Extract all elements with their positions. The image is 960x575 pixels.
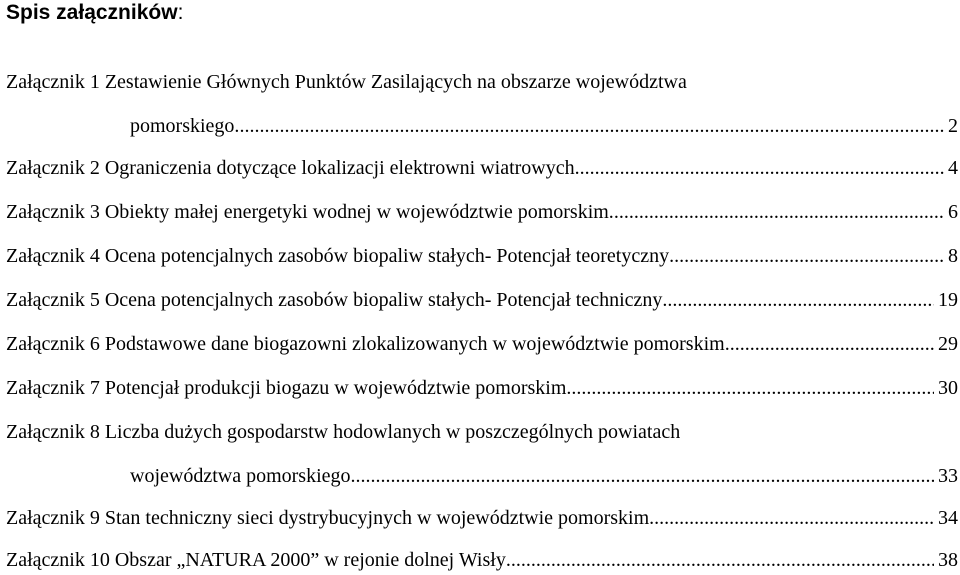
dot-leader [725,332,934,356]
toc-entry-3[interactable] [6,200,958,224]
toc-entry-continuation-line [6,464,958,488]
toc-entry-1[interactable] [6,70,958,138]
dot-leader [669,244,944,268]
toc-entry-title: Załącznik 2 Ograniczenia dotyczące lokalizacji elektrowni wiatrowych. [6,157,580,179]
toc-entry-title: Załącznik 8 Liczba dużych gospodarstw hodowlanych w poszczególnych powiatach [6,421,681,443]
dot-leader [239,114,944,138]
dot-leader [506,548,934,572]
toc-entry-line [6,332,958,356]
toc-entry-page-number: 33 [938,465,958,487]
toc-entry-title: Załącznik 1 Zestawienie Głównych Punktów Zasilających na obszarze województwa [6,71,687,93]
toc-entry-2[interactable] [6,156,958,180]
toc-entry-9[interactable] [6,506,958,530]
toc-entry-page-number: 6 [948,201,958,223]
toc-entry-page-number: 34 [938,507,958,529]
toc-entry-page-number: 2 [948,115,958,137]
toc-entry-title: Załącznik 4 Ocena potencjalnych zasobów biopaliw stałych- Potencjał teoretyczny [6,245,670,267]
toc-entry-line [6,244,958,268]
toc-entry-page-number: 38 [938,549,958,571]
toc-title-text: Spis załączników [6,1,178,24]
toc-entry-6[interactable] [6,332,958,356]
toc-entry-title: Załącznik 9 Stan techniczny sieci dystrybucyjnych w województwie pomorskim [6,507,650,529]
toc-entry-7[interactable] [6,376,958,400]
toc-entry-line [6,376,958,400]
dot-leader [580,156,944,180]
toc-entry-page-number: 29 [938,333,958,355]
toc-entry-title: Załącznik 5 Ocena potencjalnych zasobów biopaliw stałych- Potencjał techniczny [6,289,663,311]
toc-entry-first-line [6,70,958,94]
toc-entry-line [6,288,958,312]
toc-entry-4[interactable] [6,244,958,268]
toc-entry-8[interactable] [6,420,958,488]
toc-entry-page-number: 19 [938,289,958,311]
dot-leader [649,506,934,530]
toc-entry-continuation-line [6,114,958,138]
toc-entry-title: Załącznik 7 Potencjał produkcji biogazu w województwie pomorskim [6,377,567,399]
toc-entry-line [6,200,958,224]
toc-entry-title-continued: pomorskiego. [130,115,240,137]
toc-title-colon: : [177,1,184,24]
toc-entry-line [6,156,958,180]
dot-leader [614,200,944,224]
toc-entry-line [6,506,958,530]
dot-leader [662,288,934,312]
toc-entry-page-number: 8 [948,245,958,267]
toc-entry-first-line [6,420,958,444]
toc-entry-title: Załącznik 6 Podstawowe dane biogazowni zlokalizowanych w województwie pomorskim [6,333,725,355]
toc-entry-page-number: 4 [948,157,958,179]
toc-entry-5[interactable] [6,288,958,312]
dot-leader [566,376,934,400]
dot-leader [356,464,934,488]
toc-entry-page-number: 30 [938,377,958,399]
toc-entry-title: Załącznik 10 Obszar „NATURA 2000” w rejonie dolnej Wisły [6,549,506,571]
toc-entry-title: Załącznik 3 Obiekty małej energetyki wodnej w województwie pomorskim. [6,201,614,223]
toc-entry-title-continued: województwa pomorskiego. [130,465,356,487]
toc-entry-10[interactable] [6,548,958,572]
toc-title [6,0,183,26]
toc-entry-line [6,548,958,572]
